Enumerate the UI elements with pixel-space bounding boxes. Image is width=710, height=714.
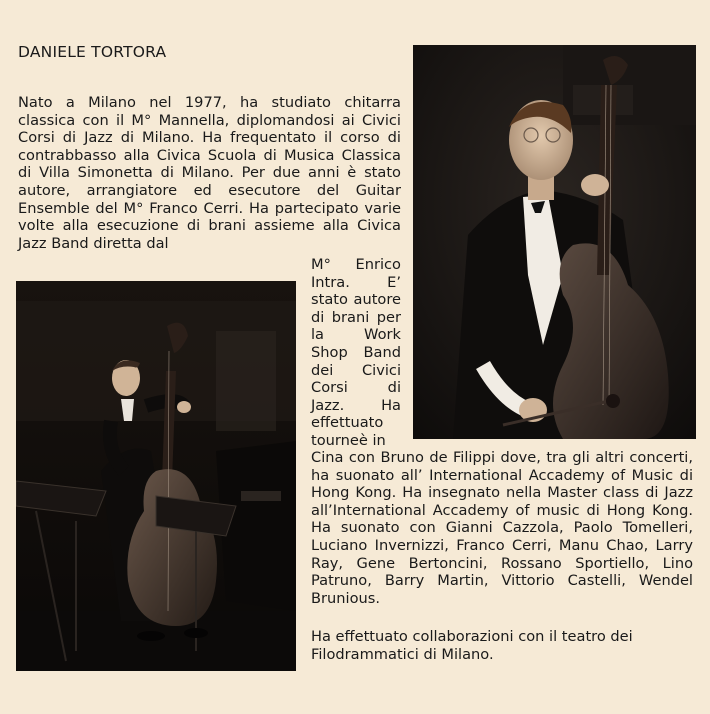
bio-paragraph-last: Ha effettuato collaborazioni con il teatro dei Filodrammatici di Milano. bbox=[311, 628, 633, 663]
bio-paragraph-column: M° Enrico Intra. E’ stato autore di brani per la Work Shop Band dei Civici Corsi di Jazz. Ha effettuato tourneè in bbox=[311, 256, 401, 449]
page-title: DANIELE TORTORA bbox=[18, 43, 167, 61]
photo-bassist-stage bbox=[16, 281, 296, 671]
photo-bassist-closeup bbox=[413, 45, 696, 439]
bio-paragraph-top: Nato a Milano nel 1977, ha studiato chitarra classica con il M° Mannella, diplomandosi ai Civici Corsi di Jazz di Milano. Ha frequentato il corso di contrabbasso alla Civica Scuola di Musica Classica di Villa Simonetta di Milano. Per due anni è stato autore, arrangiatore ed esecutore del Guitar Ensemble del M° Franco Cerri. Ha partecipato varie volte alla esecuzione di brani assieme alla Civica Jazz Band diretta dal bbox=[18, 94, 401, 252]
bio-paragraph-bottom: Cina con Bruno de Filippi dove, tra gli altri concerti, ha suonato all’ International Accademy of Music di Hong Kong. Ha insegnato nella Master class di Jazz all’International Accademy of music di Hong Kong. Ha suonato con Gianni Cazzola, Paolo Tomelleri, Luciano Invernizzi, Franco Cerri, Manu Chao, Larry Ray, Gene Bertoncini, Rossano Sportiello, Lino Patruno, Barry Martin, Vittorio Castelli, Wendel Brunious. bbox=[311, 449, 693, 607]
